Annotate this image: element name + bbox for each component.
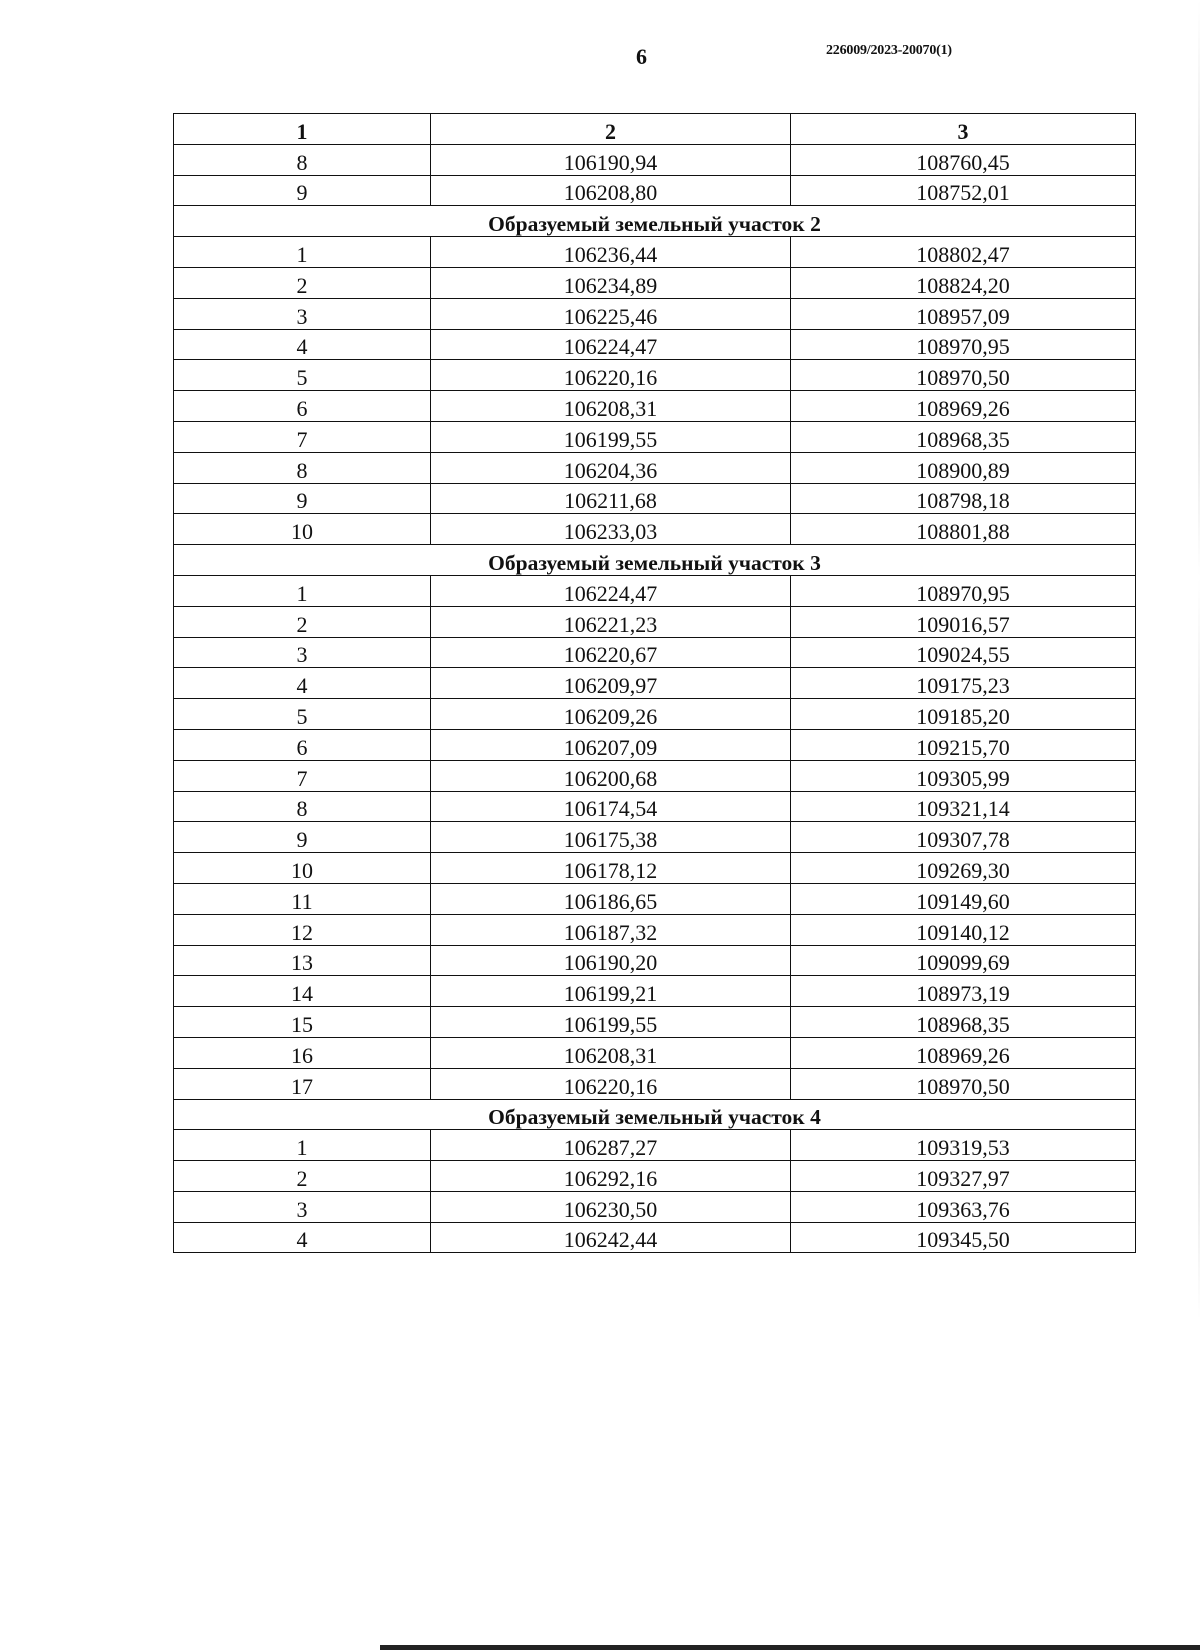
- x-coordinate-cell: 106208,31: [431, 391, 791, 422]
- coordinates-table: [173, 113, 1136, 1253]
- y-coordinate-cell: 108798,18: [791, 483, 1136, 514]
- point-number-cell: 9: [174, 483, 431, 514]
- table-row: [174, 1007, 1136, 1038]
- x-coordinate-cell: 106187,32: [431, 914, 791, 945]
- x-coordinate-cell: 106211,68: [431, 483, 791, 514]
- table-row: [174, 144, 1136, 175]
- point-number-cell: 13: [174, 945, 431, 976]
- x-coordinate-cell: 106209,26: [431, 699, 791, 730]
- table-row: [174, 976, 1136, 1007]
- point-number-cell: 1: [174, 237, 431, 268]
- point-number-cell: 3: [174, 1191, 431, 1222]
- point-number-cell: 10: [174, 853, 431, 884]
- x-coordinate-cell: 106224,47: [431, 329, 791, 360]
- x-coordinate-cell: 106175,38: [431, 822, 791, 853]
- x-coordinate-cell: 106230,50: [431, 1191, 791, 1222]
- y-coordinate-cell: 109185,20: [791, 699, 1136, 730]
- point-number-cell: 3: [174, 298, 431, 329]
- y-coordinate-cell: 109140,12: [791, 914, 1136, 945]
- point-number-cell: 15: [174, 1007, 431, 1038]
- section-header-row: [174, 206, 1136, 237]
- point-number-cell: 7: [174, 760, 431, 791]
- table-row: [174, 729, 1136, 760]
- table-row: [174, 637, 1136, 668]
- y-coordinate-cell: 108970,95: [791, 575, 1136, 606]
- y-coordinate-cell: 109327,97: [791, 1161, 1136, 1192]
- x-coordinate-cell: 106199,21: [431, 976, 791, 1007]
- y-coordinate-cell: 108824,20: [791, 267, 1136, 298]
- y-coordinate-cell: 109307,78: [791, 822, 1136, 853]
- x-coordinate-cell: 106204,36: [431, 452, 791, 483]
- point-number-cell: 10: [174, 514, 431, 545]
- x-coordinate-cell: 106199,55: [431, 1007, 791, 1038]
- y-coordinate-cell: 109215,70: [791, 729, 1136, 760]
- point-number-cell: 4: [174, 1222, 431, 1253]
- table-row: [174, 668, 1136, 699]
- table-row: [174, 945, 1136, 976]
- x-coordinate-cell: 106208,31: [431, 1037, 791, 1068]
- point-number-cell: 16: [174, 1037, 431, 1068]
- y-coordinate-cell: 109319,53: [791, 1130, 1136, 1161]
- point-number-cell: 8: [174, 144, 431, 175]
- column-header-1: 1: [174, 114, 431, 145]
- y-coordinate-cell: 109175,23: [791, 668, 1136, 699]
- point-number-cell: 3: [174, 637, 431, 668]
- point-number-cell: 9: [174, 822, 431, 853]
- table-row: [174, 175, 1136, 206]
- point-number-cell: 7: [174, 421, 431, 452]
- section-header-row: [174, 1099, 1136, 1130]
- x-coordinate-cell: 106224,47: [431, 575, 791, 606]
- table-row: [174, 822, 1136, 853]
- x-coordinate-cell: 106225,46: [431, 298, 791, 329]
- x-coordinate-cell: 106174,54: [431, 791, 791, 822]
- x-coordinate-cell: 106292,16: [431, 1161, 791, 1192]
- table-row: [174, 483, 1136, 514]
- x-coordinate-cell: 106221,23: [431, 606, 791, 637]
- table-row: [174, 575, 1136, 606]
- table-row: [174, 1161, 1136, 1192]
- y-coordinate-cell: 108801,88: [791, 514, 1136, 545]
- y-coordinate-cell: 108973,19: [791, 976, 1136, 1007]
- document-id: 226009/2023-20070(1): [826, 43, 952, 58]
- point-number-cell: 8: [174, 791, 431, 822]
- x-coordinate-cell: 106233,03: [431, 514, 791, 545]
- table-row: [174, 514, 1136, 545]
- table-row: [174, 360, 1136, 391]
- section-title: Образуемый земельный участок 4: [174, 1099, 1136, 1130]
- y-coordinate-cell: 109099,69: [791, 945, 1136, 976]
- point-number-cell: 2: [174, 1161, 431, 1192]
- y-coordinate-cell: 109345,50: [791, 1222, 1136, 1253]
- table-row: [174, 237, 1136, 268]
- y-coordinate-cell: 108968,35: [791, 1007, 1136, 1038]
- table-row: [174, 452, 1136, 483]
- y-coordinate-cell: 109321,14: [791, 791, 1136, 822]
- table-row: [174, 883, 1136, 914]
- y-coordinate-cell: 108968,35: [791, 421, 1136, 452]
- point-number-cell: 11: [174, 883, 431, 914]
- coordinates-table-body: [174, 114, 1136, 1253]
- x-coordinate-cell: 106220,16: [431, 1068, 791, 1099]
- table-row: [174, 329, 1136, 360]
- y-coordinate-cell: 108970,95: [791, 329, 1136, 360]
- y-coordinate-cell: 109269,30: [791, 853, 1136, 884]
- point-number-cell: 6: [174, 729, 431, 760]
- table-row: [174, 1191, 1136, 1222]
- table-row: [174, 699, 1136, 730]
- x-coordinate-cell: 106287,27: [431, 1130, 791, 1161]
- y-coordinate-cell: 108970,50: [791, 1068, 1136, 1099]
- point-number-cell: 2: [174, 606, 431, 637]
- table-row: [174, 421, 1136, 452]
- table-row: [174, 1130, 1136, 1161]
- table-row: [174, 1068, 1136, 1099]
- y-coordinate-cell: 108752,01: [791, 175, 1136, 206]
- y-coordinate-cell: 108900,89: [791, 452, 1136, 483]
- x-coordinate-cell: 106234,89: [431, 267, 791, 298]
- x-coordinate-cell: 106190,94: [431, 144, 791, 175]
- x-coordinate-cell: 106190,20: [431, 945, 791, 976]
- y-coordinate-cell: 109149,60: [791, 883, 1136, 914]
- x-coordinate-cell: 106178,12: [431, 853, 791, 884]
- y-coordinate-cell: 109363,76: [791, 1191, 1136, 1222]
- point-number-cell: 4: [174, 329, 431, 360]
- y-coordinate-cell: 108970,50: [791, 360, 1136, 391]
- point-number-cell: 17: [174, 1068, 431, 1099]
- table-row: [174, 391, 1136, 422]
- table-header-row: [174, 114, 1136, 145]
- table-row: [174, 914, 1136, 945]
- point-number-cell: 6: [174, 391, 431, 422]
- x-coordinate-cell: 106236,44: [431, 237, 791, 268]
- table-row: [174, 1222, 1136, 1253]
- x-coordinate-cell: 106208,80: [431, 175, 791, 206]
- section-header-row: [174, 545, 1136, 576]
- x-coordinate-cell: 106242,44: [431, 1222, 791, 1253]
- x-coordinate-cell: 106209,97: [431, 668, 791, 699]
- point-number-cell: 1: [174, 575, 431, 606]
- section-title: Образуемый земельный участок 2: [174, 206, 1136, 237]
- x-coordinate-cell: 106207,09: [431, 729, 791, 760]
- point-number-cell: 4: [174, 668, 431, 699]
- page-number: 6: [636, 44, 647, 69]
- point-number-cell: 1: [174, 1130, 431, 1161]
- point-number-cell: 2: [174, 267, 431, 298]
- table-row: [174, 791, 1136, 822]
- y-coordinate-cell: 108969,26: [791, 1037, 1136, 1068]
- table-row: [174, 1037, 1136, 1068]
- point-number-cell: 8: [174, 452, 431, 483]
- x-coordinate-cell: 106220,16: [431, 360, 791, 391]
- point-number-cell: 5: [174, 699, 431, 730]
- table-row: [174, 267, 1136, 298]
- table-row: [174, 853, 1136, 884]
- point-number-cell: 5: [174, 360, 431, 391]
- y-coordinate-cell: 108969,26: [791, 391, 1136, 422]
- table-row: [174, 606, 1136, 637]
- y-coordinate-cell: 108760,45: [791, 144, 1136, 175]
- x-coordinate-cell: 106220,67: [431, 637, 791, 668]
- x-coordinate-cell: 106199,55: [431, 421, 791, 452]
- y-coordinate-cell: 109024,55: [791, 637, 1136, 668]
- point-number-cell: 12: [174, 914, 431, 945]
- x-coordinate-cell: 106186,65: [431, 883, 791, 914]
- column-header-2: 2: [431, 114, 791, 145]
- y-coordinate-cell: 109305,99: [791, 760, 1136, 791]
- y-coordinate-cell: 108802,47: [791, 237, 1136, 268]
- x-coordinate-cell: 106200,68: [431, 760, 791, 791]
- table-row: [174, 298, 1136, 329]
- point-number-cell: 14: [174, 976, 431, 1007]
- y-coordinate-cell: 108957,09: [791, 298, 1136, 329]
- scan-bottom-bar: [380, 1645, 1200, 1650]
- point-number-cell: 9: [174, 175, 431, 206]
- column-header-3: 3: [791, 114, 1136, 145]
- y-coordinate-cell: 109016,57: [791, 606, 1136, 637]
- section-title: Образуемый земельный участок 3: [174, 545, 1136, 576]
- table-row: [174, 760, 1136, 791]
